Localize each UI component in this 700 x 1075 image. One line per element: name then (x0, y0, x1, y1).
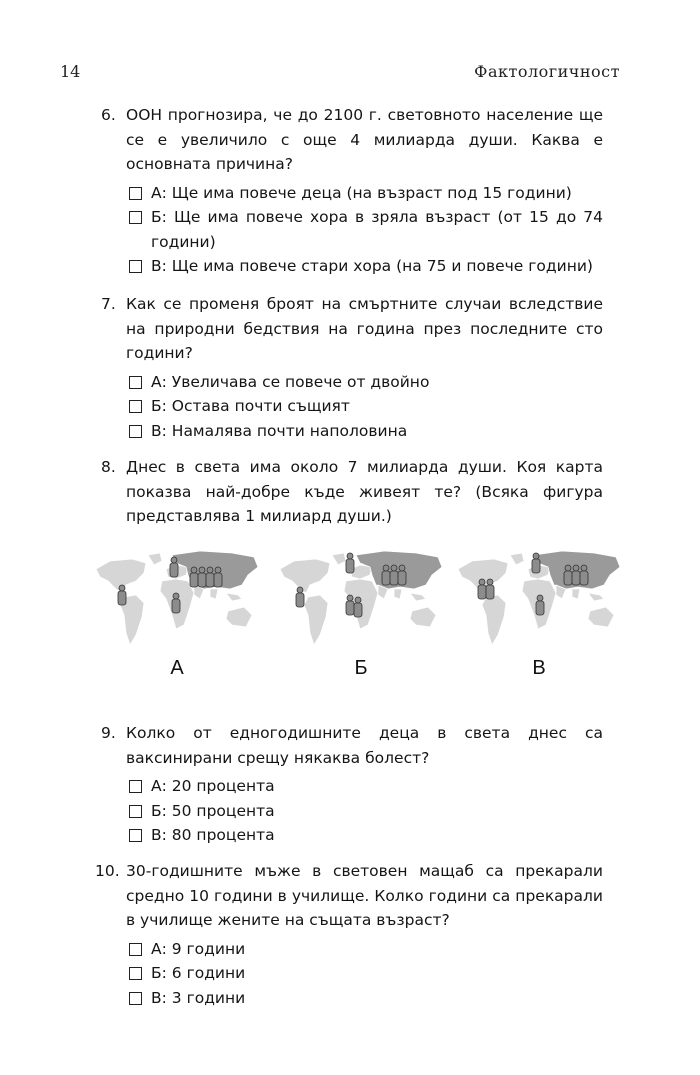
checkbox[interactable] (129, 829, 142, 842)
person-figure-icon (118, 585, 126, 605)
option-label: В: 3 години (151, 988, 246, 1007)
question-6 (103, 103, 603, 279)
page-header (60, 62, 620, 86)
option-label: В: Намалява почти наполовина (151, 421, 408, 440)
option-label: Б: Ще има повече хора в зряла възраст (от 15 до 74 години) (151, 208, 603, 251)
checkbox[interactable] (129, 805, 142, 818)
question-8 (103, 455, 603, 529)
map-a[interactable] (92, 545, 262, 685)
person-figure-icon (532, 553, 540, 573)
world-map-v (454, 545, 624, 655)
question-number: 7. (101, 295, 116, 313)
option-v[interactable] (129, 254, 603, 279)
answer-options (129, 181, 603, 279)
answer-options (129, 774, 603, 848)
person-figure-icon (478, 579, 486, 599)
checkbox[interactable] (129, 211, 142, 224)
option-label: А: 20 процента (151, 777, 275, 795)
world-map-b (276, 545, 446, 655)
person-figure-icon (398, 565, 406, 585)
option-b[interactable] (129, 799, 603, 824)
question-text: Как се променя броят на смъртните случаи вследствие на природни бедствия на година през последните сто години? (126, 295, 603, 362)
person-figure-icon (198, 567, 206, 587)
question-number: 8. (101, 458, 116, 476)
world-map-a (92, 545, 262, 655)
person-figure-icon (486, 579, 494, 599)
option-label: В: Ще има повече стари хора (на 75 и повече години) (151, 257, 593, 275)
checkbox[interactable] (129, 376, 142, 389)
option-b[interactable] (129, 961, 603, 986)
running-title: Фактологичност (474, 62, 620, 81)
checkbox[interactable] (129, 400, 142, 413)
map-b[interactable] (276, 545, 446, 685)
question-number: 6. (101, 106, 116, 124)
checkbox[interactable] (129, 780, 142, 793)
person-figure-icon (572, 565, 580, 585)
option-b[interactable] (129, 394, 603, 419)
person-figure-icon (564, 565, 572, 585)
question-number: 10. (95, 862, 120, 880)
question-7 (103, 292, 603, 443)
person-figure-icon (172, 593, 180, 613)
option-b[interactable] (129, 205, 603, 254)
question-10 (95, 859, 603, 1010)
population-maps (92, 545, 622, 695)
question-text: 30-годишните мъже в световен мащаб са прекарали средно 10 години в училище. Колко години са прекарали в училище жените на същата възраст? (126, 862, 603, 929)
person-figure-icon (170, 557, 178, 577)
checkbox[interactable] (129, 992, 142, 1005)
option-a[interactable] (129, 181, 603, 206)
option-label: Б: Остава почти същият (151, 397, 350, 415)
map-v[interactable] (454, 545, 624, 685)
page-number: 14 (60, 62, 81, 81)
map-label-v: В (532, 657, 546, 679)
option-label: Б: 6 години (151, 964, 246, 982)
answer-options (129, 370, 603, 444)
answer-options (129, 937, 603, 1011)
option-label: А: Увеличава се повече от двойно (151, 372, 430, 391)
question-text: Колко от едногодишните деца в света днес са ваксинирани срещу някаква болест? (126, 724, 603, 767)
option-label: А: 9 години (151, 939, 246, 958)
person-figure-icon (214, 567, 222, 587)
question-number: 9. (101, 724, 116, 742)
question-9 (103, 721, 603, 848)
person-figure-icon (206, 567, 214, 587)
person-figure-icon (390, 565, 398, 585)
option-label: А: Ще има повече деца (на възраст под 15 години) (151, 183, 572, 202)
option-a[interactable] (129, 937, 603, 962)
person-figure-icon (580, 565, 588, 585)
person-figure-icon (190, 567, 198, 587)
person-figure-icon (354, 597, 362, 617)
option-a[interactable] (129, 370, 603, 395)
option-a[interactable] (129, 774, 603, 799)
option-label: Б: 50 процента (151, 801, 275, 820)
checkbox[interactable] (129, 260, 142, 273)
person-figure-icon (346, 595, 354, 615)
person-figure-icon (296, 587, 304, 607)
person-figure-icon (382, 565, 390, 585)
question-text: Днес в света има около 7 милиарда души. Коя карта показва най-добре къде живеят те? (Всяка фигура представлява 1 милиард души.) (126, 458, 603, 525)
map-label-b: Б (354, 657, 368, 679)
option-label: В: 80 процента (151, 826, 275, 844)
map-label-a: А (170, 657, 184, 679)
checkbox[interactable] (129, 967, 142, 980)
question-text: ООН прогнозира, че до 2100 г. световното население ще се е увеличило с още 4 милиарда души. Каква е основната причина? (126, 106, 603, 173)
checkbox[interactable] (129, 943, 142, 956)
person-figure-icon (536, 595, 544, 615)
person-figure-icon (346, 553, 354, 573)
option-v[interactable] (129, 986, 603, 1011)
checkbox[interactable] (129, 425, 142, 438)
option-v[interactable] (129, 419, 603, 444)
checkbox[interactable] (129, 187, 142, 200)
option-v[interactable] (129, 823, 603, 848)
